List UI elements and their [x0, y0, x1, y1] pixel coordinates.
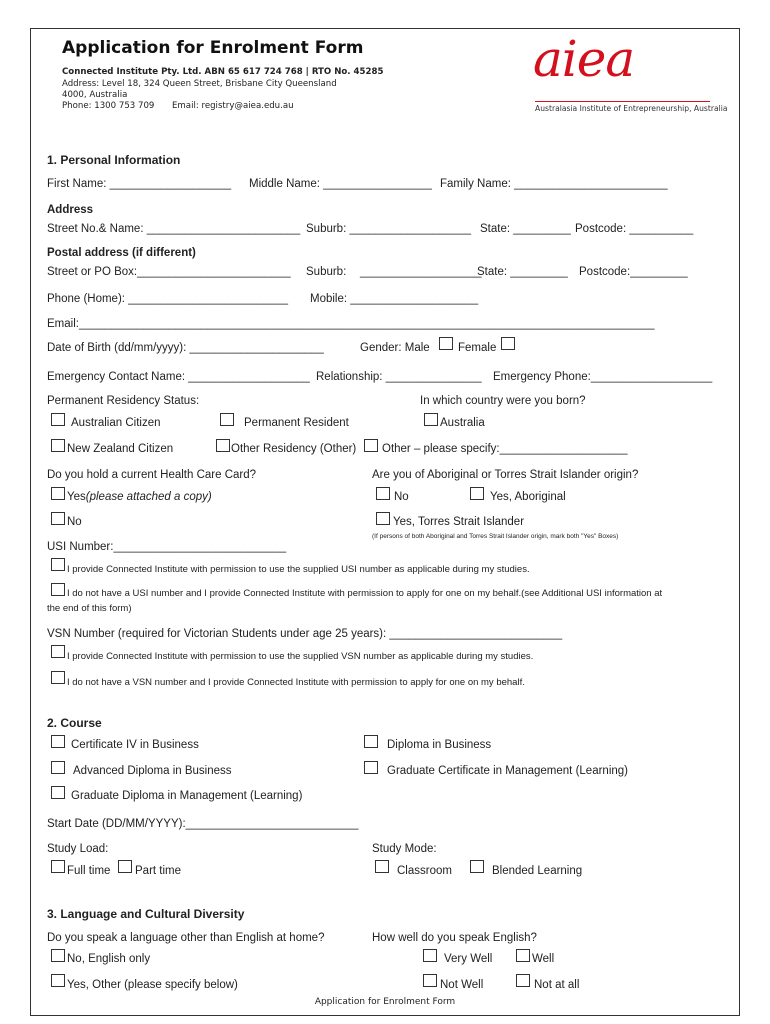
yes-aboriginal-checkbox[interactable] — [470, 487, 484, 500]
grad-diploma-checkbox[interactable] — [51, 786, 65, 799]
usi-permission-checkbox[interactable] — [51, 558, 65, 571]
emergency-contact-field[interactable]: Emergency Contact Name: ___________________ — [47, 371, 310, 383]
email-field[interactable]: Email:__________________________________________________________________________________________ — [47, 318, 655, 330]
vsn-field[interactable]: VSN Number (required for Victorian Students under age 25 years): ___________________________ — [47, 628, 563, 640]
australian-citizen-checkbox[interactable] — [51, 413, 65, 426]
postal-state-field[interactable]: State: _________ — [477, 266, 568, 278]
health-card-question: Do you hold a current Health Care Card? — [47, 469, 257, 481]
usi-field[interactable]: USI Number:___________________________ — [47, 541, 287, 553]
family-name-field[interactable]: Family Name: ________________________ — [440, 178, 668, 190]
postcode-field[interactable]: Postcode: __________ — [575, 223, 694, 235]
blended-label: Blended Learning — [492, 865, 583, 877]
atsi-no-label: No — [394, 491, 409, 503]
address-heading: Address — [47, 204, 94, 216]
study-load-label: Study Load: — [47, 843, 109, 855]
nz-citizen-label: New Zealand Citizen — [67, 443, 174, 455]
not-well-checkbox[interactable] — [423, 974, 437, 987]
english-question: How well do you speak English? — [372, 932, 537, 944]
vsn-permission-label: I provide Connected Institute with permission to use the supplied VSN number as applicable during my studies. — [67, 651, 534, 662]
female-checkbox[interactable] — [501, 337, 515, 350]
section-course-heading: 2. Course — [47, 716, 102, 730]
part-time-checkbox[interactable] — [118, 860, 132, 873]
postal-postcode-field[interactable]: Postcode:_________ — [579, 266, 688, 278]
atsi-no-checkbox[interactable] — [376, 487, 390, 500]
usi-apply-label-2: the end of this form) — [47, 603, 132, 614]
gender-male-label: Gender: Male — [360, 342, 430, 354]
australian-citizen-label: Australian Citizen — [71, 417, 161, 429]
vsn-permission-checkbox[interactable] — [51, 645, 65, 658]
other-country-field[interactable]: Other – please specify:____________________ — [382, 443, 628, 455]
other-residency-label: Other Residency (Other) — [231, 443, 357, 455]
well-checkbox[interactable] — [516, 949, 530, 962]
yes-torres-checkbox[interactable] — [376, 512, 390, 525]
part-time-label: Part time — [135, 865, 182, 877]
email-contact: Email: registry@aiea.edu.au — [172, 101, 294, 111]
not-at-all-checkbox[interactable] — [516, 974, 530, 987]
english-only-checkbox[interactable] — [51, 949, 65, 962]
emergency-phone-field[interactable]: Emergency Phone:___________________ — [493, 371, 713, 383]
street-field[interactable]: Street No.& Name: ________________________ — [47, 223, 301, 235]
other-residency-checkbox[interactable] — [216, 439, 230, 452]
study-mode-label: Study Mode: — [372, 843, 437, 855]
not-at-all-label: Not at all — [534, 979, 580, 991]
classroom-label: Classroom — [397, 865, 452, 877]
classroom-checkbox[interactable] — [375, 860, 389, 873]
aiea-logo: aiea — [533, 30, 635, 88]
well-label: Well — [532, 953, 555, 965]
nz-citizen-checkbox[interactable] — [51, 439, 65, 452]
full-time-checkbox[interactable] — [51, 860, 65, 873]
atsi-note: (If persons of both Aboriginal and Torres Strait Islander origin, mark both "Yes" Boxes) — [372, 533, 619, 540]
diploma-checkbox[interactable] — [364, 735, 378, 748]
section-personal-heading: 1. Personal Information — [47, 153, 181, 167]
phone-contact: Phone: 1300 753 709 — [62, 101, 155, 111]
company-line: Connected Institute Pty. Ltd. ABN 65 617 724 768 | RTO No. 45285 — [62, 67, 384, 77]
dob-field[interactable]: Date of Birth (dd/mm/yyyy): _____________________ — [47, 342, 324, 354]
cert-iv-label: Certificate IV in Business — [71, 739, 199, 751]
phone-home-field[interactable]: Phone (Home): _________________________ — [47, 293, 289, 305]
not-well-label: Not Well — [440, 979, 484, 991]
middle-name-field[interactable]: Middle Name: _________________ — [249, 178, 432, 190]
cert-iv-checkbox[interactable] — [51, 735, 65, 748]
yes-other-language-label: Yes, Other (please specify below) — [67, 979, 238, 991]
health-card-yes-checkbox[interactable] — [51, 487, 65, 500]
adv-diploma-label: Advanced Diploma in Business — [73, 765, 232, 777]
blended-checkbox[interactable] — [470, 860, 484, 873]
other-country-checkbox[interactable] — [364, 439, 378, 452]
adv-diploma-checkbox[interactable] — [51, 761, 65, 774]
full-time-label: Full time — [67, 865, 111, 877]
street-po-field[interactable]: Street or PO Box:________________________ — [47, 266, 291, 278]
very-well-checkbox[interactable] — [423, 949, 437, 962]
grad-diploma-label: Graduate Diploma in Management (Learning) — [71, 790, 303, 802]
form-title: Application for Enrolment Form — [62, 38, 364, 58]
permanent-resident-checkbox[interactable] — [220, 413, 234, 426]
male-checkbox[interactable] — [439, 337, 453, 350]
postal-heading: Postal address (if different) — [47, 247, 196, 259]
health-card-no-checkbox[interactable] — [51, 512, 65, 525]
female-label: Female — [458, 342, 497, 354]
grad-cert-label: Graduate Certificate in Management (Learning) — [387, 765, 628, 777]
yes-torres-label: Yes, Torres Strait Islander — [393, 516, 525, 528]
health-card-no-label: No — [67, 516, 82, 528]
health-card-yes-label: Yes(please attached a copy) — [67, 491, 212, 503]
relationship-field[interactable]: Relationship: _______________ — [316, 371, 482, 383]
australia-checkbox[interactable] — [424, 413, 438, 426]
usi-apply-checkbox[interactable] — [51, 583, 65, 596]
born-label: In which country were you born? — [420, 395, 586, 407]
other-language-question: Do you speak a language other than English at home? — [47, 932, 325, 944]
usi-permission-label: I provide Connected Institute with permission to use the supplied USI number as applicable during my studies. — [67, 564, 530, 575]
usi-apply-label-1: I do not have a USI number and I provide Connected Institute with permission to apply for one on my behalf.(see Additional USI information at — [67, 588, 663, 599]
very-well-label: Very Well — [444, 953, 493, 965]
yes-aboriginal-label: Yes, Aboriginal — [490, 491, 566, 503]
postal-suburb-field[interactable]: ___________________ — [360, 266, 482, 278]
residency-label: Permanent Residency Status: — [47, 395, 200, 407]
vsn-apply-label: I do not have a VSN number and I provide Connected Institute with permission to apply for one on my behalf. — [67, 677, 525, 688]
address-line-2: 4000, Australia — [62, 90, 128, 100]
logo-tagline: Australasia Institute of Entrepreneurship, Australia — [535, 104, 728, 113]
mobile-field[interactable]: Mobile: ____________________ — [310, 293, 479, 305]
vsn-apply-checkbox[interactable] — [51, 671, 65, 684]
yes-other-language-checkbox[interactable] — [51, 974, 65, 987]
diploma-label: Diploma in Business — [387, 739, 492, 751]
logo-underline — [535, 101, 710, 102]
aboriginal-question: Are you of Aboriginal or Torres Strait Islander origin? — [372, 469, 639, 481]
grad-cert-checkbox[interactable] — [364, 761, 378, 774]
state-field[interactable]: State: _________ — [480, 223, 571, 235]
postal-suburb-label: Suburb: — [306, 266, 347, 278]
first-name-field[interactable]: First Name: ___________________ — [47, 178, 232, 190]
start-date-field[interactable]: Start Date (DD/MM/YYYY):___________________________ — [47, 818, 359, 830]
address-line-1: Address: Level 18, 324 Queen Street, Brisbane City Queensland — [62, 79, 337, 89]
australia-label: Australia — [440, 417, 485, 429]
page-footer: Application for Enrolment Form — [314, 997, 456, 1007]
section-language-heading: 3. Language and Cultural Diversity — [47, 907, 245, 921]
suburb-field[interactable]: Suburb: ___________________ — [306, 223, 471, 235]
english-only-label: No, English only — [67, 953, 151, 965]
permanent-resident-label: Permanent Resident — [244, 417, 349, 429]
